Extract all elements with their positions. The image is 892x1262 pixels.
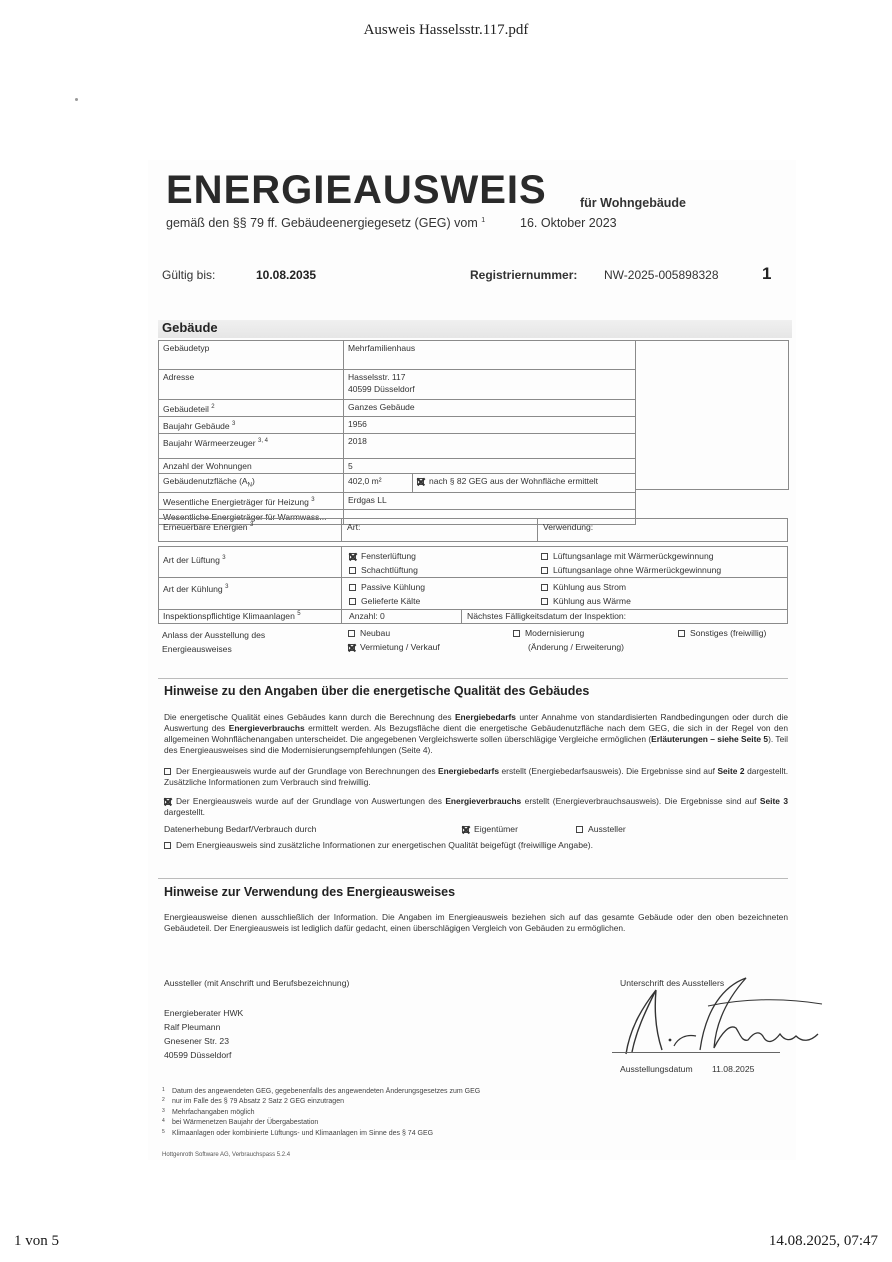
valid-until-value: 10.08.2035 (256, 268, 317, 282)
hinweise-angaben-title: Hinweise zu den Angaben über die energetische Qualität des Gebäudes (164, 684, 590, 698)
hinweise-verwendung-title: Hinweise zur Verwendung des Energieausweises (164, 885, 456, 899)
checkbox-kuehlung-waerme[interactable] (541, 598, 548, 605)
footnote-text: Datum des angewendeten GEG, gegebenenfalls des angewendeten Änderungsgesetzes zum GEG (172, 1088, 481, 1095)
label-nutzflaeche (159, 473, 344, 493)
address-street: Hasselsstr. 117 (348, 372, 406, 382)
option-label: Lüftungsanlage ohne Wärmerückgewinnung (553, 565, 722, 575)
footnote (162, 1107, 480, 1117)
footnote-ref: 3 (249, 522, 254, 529)
option-label: Fensterlüftung (361, 551, 416, 561)
label-klimaanlagen (163, 611, 301, 621)
text: dargestellt. Zusätzliche Informationen zum Verbrauch sind freiwillig. (164, 766, 789, 787)
checkbox-modernisierung[interactable] (513, 630, 520, 637)
building-photo-box (636, 340, 789, 490)
option-label: Modernisierung (525, 628, 585, 638)
option-label: Eigentümer (474, 824, 518, 834)
divider (341, 547, 342, 577)
option-lueftung-mit-wrg (541, 551, 714, 561)
page-count: 1 von 5 (14, 1233, 59, 1249)
value-waermeerzeuger: 2018 (344, 433, 636, 458)
row-kuehlung (158, 578, 788, 610)
label-gebaeudeteil (159, 400, 344, 417)
divider (158, 878, 788, 879)
value-gebaeudeteil: Ganzes Gebäude (344, 400, 636, 417)
label-text: Baujahr Gebäude (163, 420, 230, 431)
law-reference (166, 216, 485, 230)
option-label: Dem Energieausweis sind zusätzliche Informationen zur energetischen Qualität beigefügt (freiwillige Angabe). (176, 840, 594, 850)
law-date: 16. Oktober 2023 (520, 216, 617, 230)
footnote (162, 1086, 480, 1096)
option-zusatzinfo (164, 840, 593, 850)
checkbox-bedarfsausweis[interactable] (164, 768, 171, 775)
checkbox-sonstiges[interactable] (678, 630, 685, 637)
table-row (159, 400, 636, 417)
text-bold: Energieverbrauchs (228, 723, 305, 733)
checkbox-vermietung[interactable] (348, 644, 355, 651)
option-label: Aussteller (588, 824, 626, 834)
footnote (162, 1117, 480, 1127)
divider (158, 678, 788, 679)
option-bedarfsausweis (164, 766, 788, 788)
row-klimaanlagen (158, 610, 788, 624)
text-bold: Seite 3 (759, 796, 789, 806)
option-label: Gelieferte Kälte (361, 596, 421, 606)
scan-speck (75, 98, 78, 101)
option-gelieferte-kaelte (349, 596, 420, 606)
text-bold: Energiebedarfs (438, 766, 500, 776)
option-kuehlung-waerme (541, 596, 631, 606)
option-verbrauchsausweis (164, 796, 788, 818)
footnote-ref: 3, 4 (257, 437, 268, 444)
footnote-number: 1 (162, 1087, 165, 1093)
footnote-number: 4 (162, 1118, 165, 1125)
aussteller-line: 40599 Düsseldorf (164, 1050, 232, 1060)
value-nutzflaeche: 402,0 m² (344, 473, 413, 493)
page-number-box: 1 (762, 264, 772, 283)
label-klima-faellig: Nächstes Fälligkeitsdatum der Inspektion: (467, 611, 627, 621)
row-anlass (158, 624, 788, 656)
footnote (162, 1096, 480, 1106)
option-schachtlueftung (349, 565, 418, 575)
text: ermittelt werden. Als Bezugsfläche dient die energetische Gebäudenutzfläche nach dem GEG, die sich in der Regel von den allgemeinen Wohnflächenangaben unterscheidet. Die angegebenen Vergleichswerte sollen überschlägige Vergleiche ermöglichen ( (164, 723, 788, 744)
value-klima-anzahl: Anzahl: 0 (349, 611, 385, 621)
option-kuehlung-strom (541, 582, 626, 592)
document-title: ENERGIEAUSWEIS (166, 168, 547, 212)
footnote-ref: 3 (222, 555, 226, 562)
option-modernisierung-sub: (Änderung / Erweiterung) (528, 642, 625, 652)
footnote-ref: 3 (311, 497, 315, 504)
label-text: Art der Lüftung (163, 555, 220, 565)
label-text: Energieausweises (162, 644, 232, 654)
checkbox-eigentuemer[interactable] (462, 826, 469, 833)
section-building-title: Gebäude (158, 320, 792, 338)
valid-until-label: Gültig bis: (162, 268, 216, 282)
checkbox-lueftung-mit-wrg[interactable] (541, 553, 548, 560)
option-aussteller (576, 824, 626, 834)
checkbox-lueftung-ohne-wrg[interactable] (541, 567, 548, 574)
label-wohnungen: Anzahl der Wohnungen (159, 458, 344, 473)
label-art: Art: (347, 522, 361, 532)
registration-label: Registriernummer: (470, 268, 578, 282)
footnote-ref: 3 (225, 584, 229, 591)
issue-date-value: 11.08.2025 (712, 1064, 755, 1074)
text: dargestellt. (164, 807, 205, 817)
checkbox-gelieferte-kaelte[interactable] (349, 598, 356, 605)
law-footnote-ref: 1 (481, 216, 486, 224)
footnotes (162, 1086, 480, 1138)
text: erstellt (Energiebedarfsausweis). Die Ergebnisse sind auf (501, 766, 715, 776)
footnote-number: 2 (162, 1097, 165, 1104)
option-fensterlueftung (349, 551, 416, 561)
option-label: nach § 82 GEG aus der Wohnfläche ermittelt (429, 475, 598, 486)
checkbox-neubau[interactable] (348, 630, 355, 637)
label-text: Erneuerbare Energien (163, 522, 248, 532)
table-row (159, 370, 636, 400)
value-adresse (344, 370, 636, 400)
label-anlass (162, 628, 265, 656)
table-row (159, 458, 636, 473)
option-modernisierung (513, 628, 584, 638)
option-passive-kuehlung (349, 582, 425, 592)
label-text: ) (251, 475, 255, 486)
footnote-text: bei Wärmenetzen Baujahr der Übergabestation (172, 1119, 319, 1127)
value-heizung: Erdgas LL (344, 493, 636, 510)
table-row (159, 473, 636, 493)
option-label: Schachtlüftung (361, 565, 418, 575)
checkbox-schachtlueftung[interactable] (349, 567, 356, 574)
option-lueftung-ohne-wrg (541, 565, 721, 575)
footnote-ref: 2 (211, 404, 215, 410)
footnote-text: Mehrfachangaben möglich (172, 1108, 255, 1116)
aussteller-line: Gnesener Str. 23 (164, 1036, 229, 1046)
label-adresse: Adresse (159, 370, 344, 400)
label-erneuerbar (163, 522, 253, 532)
footnote-text: Klimaanlagen oder kombinierte Lüftungs- und Klimaanlagen im Sinne des § 74 GEG (172, 1129, 434, 1137)
hinweise-angaben-text (164, 712, 788, 756)
footnote-number: 5 (162, 1128, 165, 1135)
print-timestamp: 14.08.2025, 07:47 (768, 1233, 878, 1249)
checkbox-fensterlueftung[interactable] (349, 553, 356, 560)
footnote-ref: 3 (232, 420, 236, 427)
software-credit: Hottgenroth Software AG, Verbrauchspass 5.2.4 (162, 1152, 291, 1158)
option-label: Passive Kühlung (361, 582, 426, 592)
text: unter Annahme von standardisierten Randbedingungen oder durch die Auswertung des (164, 712, 789, 733)
label-text: Anlass der Ausstellung des (162, 630, 266, 640)
registration-number: NW-2025-005898328 (604, 268, 719, 282)
erhebung-label: Datenerhebung Bedarf/Verbrauch durch (164, 824, 317, 834)
text: ). Teil des Energieausweises sind die Modernisierungsempfehlungen (Seite 4). (164, 734, 788, 755)
aussteller-label: Aussteller (mit Anschrift und Berufsbezeichnung) (164, 978, 350, 988)
text-bold: Energieverbrauchs (445, 796, 522, 806)
label-baujahr (159, 416, 344, 433)
signature-line (612, 1052, 780, 1053)
building-table (158, 340, 636, 525)
option-label: Kühlung aus Wärme (553, 596, 631, 606)
text: erstellt (Energieverbrauchsausweis). Die Ergebnisse sind auf (524, 796, 757, 806)
option-neubau (348, 628, 390, 638)
document-subtitle: für Wohngebäude (580, 196, 687, 210)
label-warmwasser: Wesentliche Energieträger für Warmwass... (159, 510, 344, 525)
label-text: Art der Kühlung (163, 584, 223, 594)
text-bold: Erläuterungen – siehe Seite 5 (651, 734, 769, 744)
footnote-ref: 5 (297, 611, 301, 618)
footnote-text: nur im Falle des § 79 Absatz 2 Satz 2 GEG einzutragen (172, 1098, 344, 1106)
divider (341, 519, 342, 541)
label-kuehlung (163, 584, 228, 594)
option-label: Lüftungsanlage mit Wärmerückgewinnung (553, 551, 714, 561)
label-text: Inspektionspflichtige Klimaanlagen (163, 611, 295, 621)
option-label: Neubau (360, 628, 391, 638)
value-baujahr: 1956 (344, 416, 636, 433)
option-label: Sonstiges (freiwillig) (690, 628, 767, 638)
table-row (159, 416, 636, 433)
option-label: Kühlung aus Strom (553, 582, 627, 592)
text-bold: Energiebedarfs (454, 712, 516, 722)
table-row (159, 433, 636, 458)
label-text: Gebäudeteil (163, 403, 209, 414)
checkbox-kuehlung-strom[interactable] (541, 584, 548, 591)
label-verwendung: Verwendung: (543, 522, 594, 532)
value-wohnungen: 5 (344, 458, 636, 473)
table-row (159, 341, 636, 370)
label-lueftung (163, 555, 226, 565)
value-gebaeudetyp: Mehrfamilienhaus (344, 341, 636, 370)
option-vermietung (348, 642, 440, 652)
label-text: Wesentliche Energieträger für Heizung (163, 497, 309, 508)
checkbox-passive-kuehlung[interactable] (349, 584, 356, 591)
hinweise-verwendung-text: Energieausweise dienen ausschließlich der Information. Die Angaben im Energieausweis beziehen sich auf das gesamte Gebäude oder den oben bezeichneten Gebäudeteil. Der Energieausweis ist lediglich dafür gedacht, einen überschlägigen Vergleich von Gebäuden zu ermöglichen. (164, 912, 788, 933)
table-row (159, 493, 636, 510)
checkbox-verbrauchsausweis[interactable] (164, 798, 171, 805)
law-text: gemäß den §§ 79 ff. Gebäudeenergiegesetz (GEG) vom (166, 216, 478, 230)
checkbox-zusatzinfo[interactable] (164, 842, 171, 849)
issue-date-label: Ausstellungsdatum (620, 1064, 693, 1074)
text-bold: Seite 2 (717, 766, 745, 776)
divider (341, 610, 342, 623)
option-sonstiges (678, 628, 766, 638)
handwritten-signature (596, 968, 836, 1064)
subscript: N (247, 482, 252, 489)
divider (537, 519, 538, 541)
checkbox-aussteller[interactable] (576, 826, 583, 833)
row-erneuerbar (158, 518, 788, 542)
checkbox-nutzflaeche[interactable] (417, 478, 424, 485)
label-heizung (159, 493, 344, 510)
divider (341, 578, 342, 609)
divider (461, 610, 462, 623)
label-text: Gebäudenutzfläche (A (163, 475, 248, 486)
aussteller-line: Ralf Pleumann (164, 1022, 221, 1032)
row-lueftung (158, 546, 788, 578)
text: Die energetische Qualität eines Gebäudes kann durch die Berechnung des (164, 712, 452, 722)
option-eigentuemer (462, 824, 518, 834)
footnote (162, 1128, 480, 1138)
aussteller-address (164, 1006, 243, 1062)
footnote-number: 3 (162, 1107, 165, 1114)
label-text: Baujahr Wärmeerzeuger (163, 437, 256, 448)
address-city: 40599 Düsseldorf (348, 384, 415, 394)
option-label: Vermietung / Verkauf (360, 642, 440, 652)
pdf-title: Ausweis Hasselsstr.117.pdf (363, 22, 529, 38)
label-waermeerzeuger (159, 433, 344, 458)
text: Der Energieausweis wurde auf der Grundlage von Berechnungen des (176, 766, 436, 776)
aussteller-line: Energieberater HWK (164, 1008, 244, 1018)
signature-label: Unterschrift des Ausstellers (620, 978, 725, 988)
nutzflaeche-option (413, 473, 636, 493)
text: Der Energieausweis wurde auf der Grundlage von Auswertungen des (176, 796, 442, 806)
label-gebaeudetyp: Gebäudetyp (159, 341, 344, 370)
